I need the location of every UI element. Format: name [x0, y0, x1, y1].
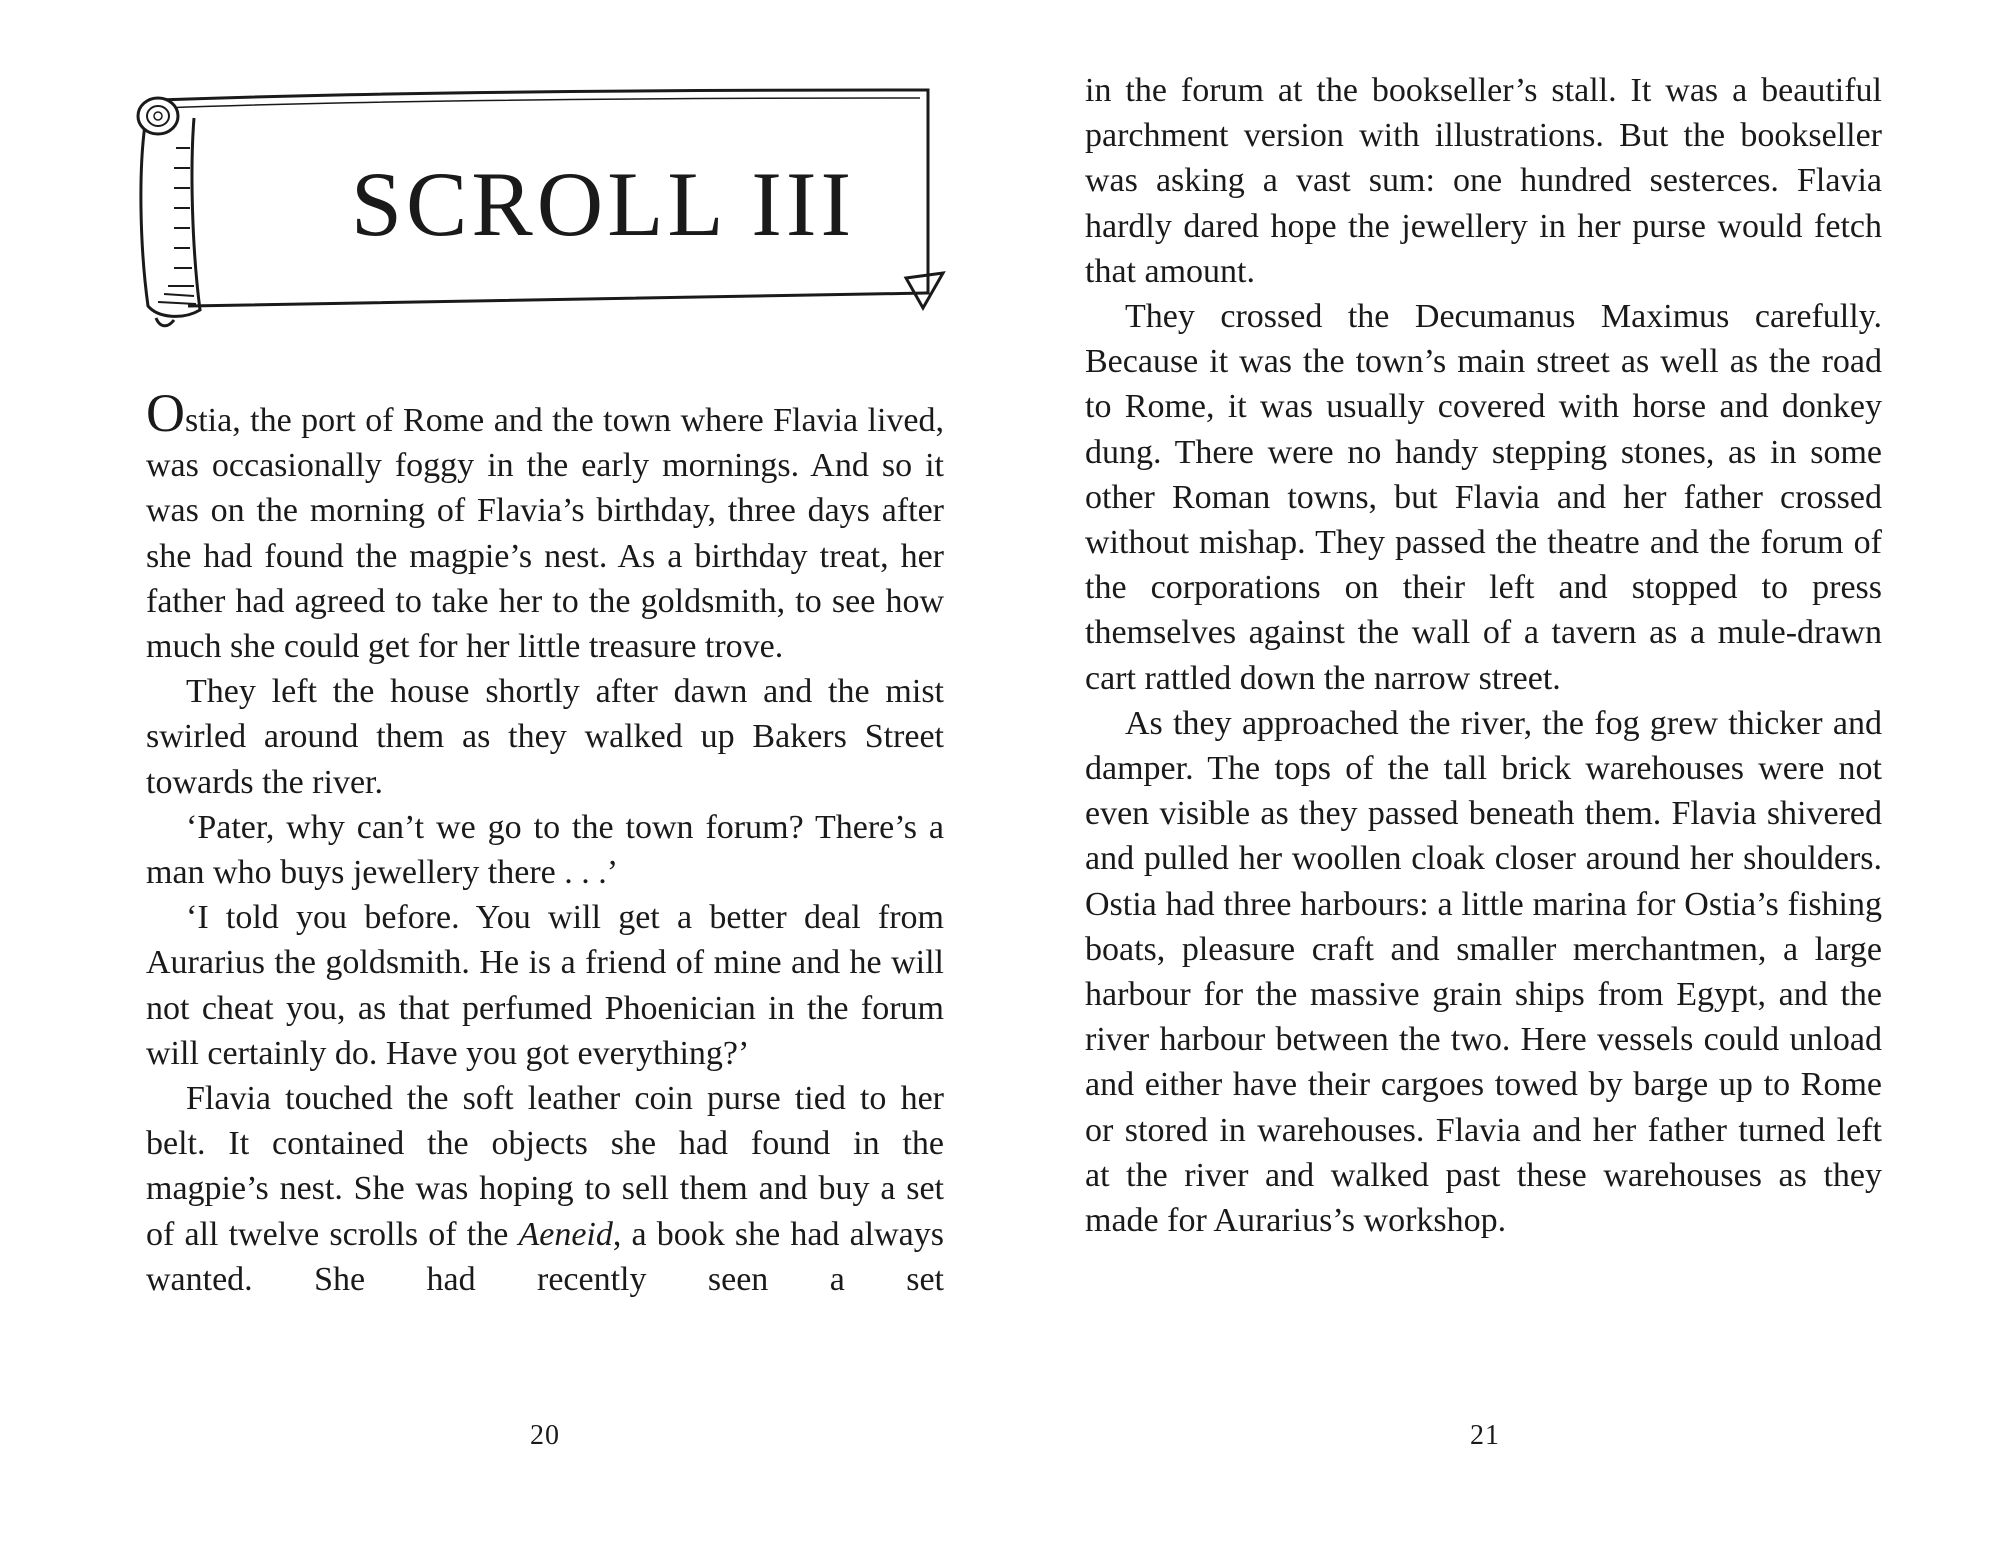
paragraph-continued: in the forum at the bookseller’s stall. It was a beautiful parchment version with illustrations. But the bookseller was asking a vast sum: one hundred sesterces. Flavia hardly dared hope the jewellery in her purse would fetch that amount. — [1085, 72, 1882, 290]
right-page — [1000, 0, 2000, 1565]
right-body-text — [1085, 68, 1882, 1243]
left-body-text — [146, 383, 945, 1302]
chapter-banner — [128, 78, 948, 338]
paragraph — [146, 1076, 944, 1302]
book-title: Aeneid — [518, 1215, 613, 1253]
page-number: 21 — [1470, 1420, 1500, 1451]
page-number: 20 — [530, 1420, 560, 1451]
paragraph-text: Flavia touched the soft leather coin purse tied to her belt. It contained the objects she had found in the magpie’s nest. She was hoping to sell them and buy a set of all twelve scrolls of the — [146, 1080, 944, 1253]
paragraph: As they approached the river, the fog grew thicker and damper. The tops of the tall brick warehouses were not even visible as they passed beneath them. Flavia shivered and pulled her woollen cloak closer around her shoulders. Ostia had three harbours: a little marina for Ostia’s fishing boats, pleasure craft and smaller merchantmen, a large harbour for the massive grain ships from Egypt, and the river harbour between the two. Here vessels could unload and either have their cargoes towed by barge up to Rome or stored in warehouses. Flavia and her father turned left at the river and walked past these warehouses as they made for Aurarius’s workshop. — [1085, 704, 1882, 1240]
paragraph: ‘I told you before. You will get a better deal from Aurarius the goldsmith. He is a friend of mine and he will not cheat you, as that perfumed Phoenician in the forum will certainly do. Have you got everything?’ — [146, 899, 944, 1072]
dropcap: O — [146, 383, 185, 443]
paragraph-text: , a book she had always wanted. She had recently seen a set — [146, 1215, 945, 1298]
paragraph — [146, 383, 944, 669]
paragraph-text: stia, the port of Rome and the town where Flavia lived, was occasionally foggy in the early mornings. And so it was on the morning of Flavia’s birthday, three days after she had found the magpie’s nest. As a birthday treat, her father had agreed to take her to the goldsmith, to see how much she could get for her little treasure trove. — [146, 402, 944, 666]
paragraph: ‘Pater, why can’t we go to the town forum? There’s a man who buys jewellery there . . .’ — [146, 808, 944, 892]
chapter-title: SCROLL III — [350, 153, 856, 255]
paragraph: They left the house shortly after dawn and the mist swirled around them as they walked up Bakers Street towards the river. — [146, 673, 944, 801]
paragraph: They crossed the Decumanus Maximus carefully. Because it was the town’s main street as well as the road to Rome, it was usually covered with horse and donkey dung. There were no handy stepping stones, as in some other Roman towns, but Flavia and her father crossed without mishap. They passed the theatre and the forum of the corporations on their left and stopped to press themselves against the wall of a tavern as a mule-drawn cart rattled down the narrow street. — [1085, 298, 1882, 697]
